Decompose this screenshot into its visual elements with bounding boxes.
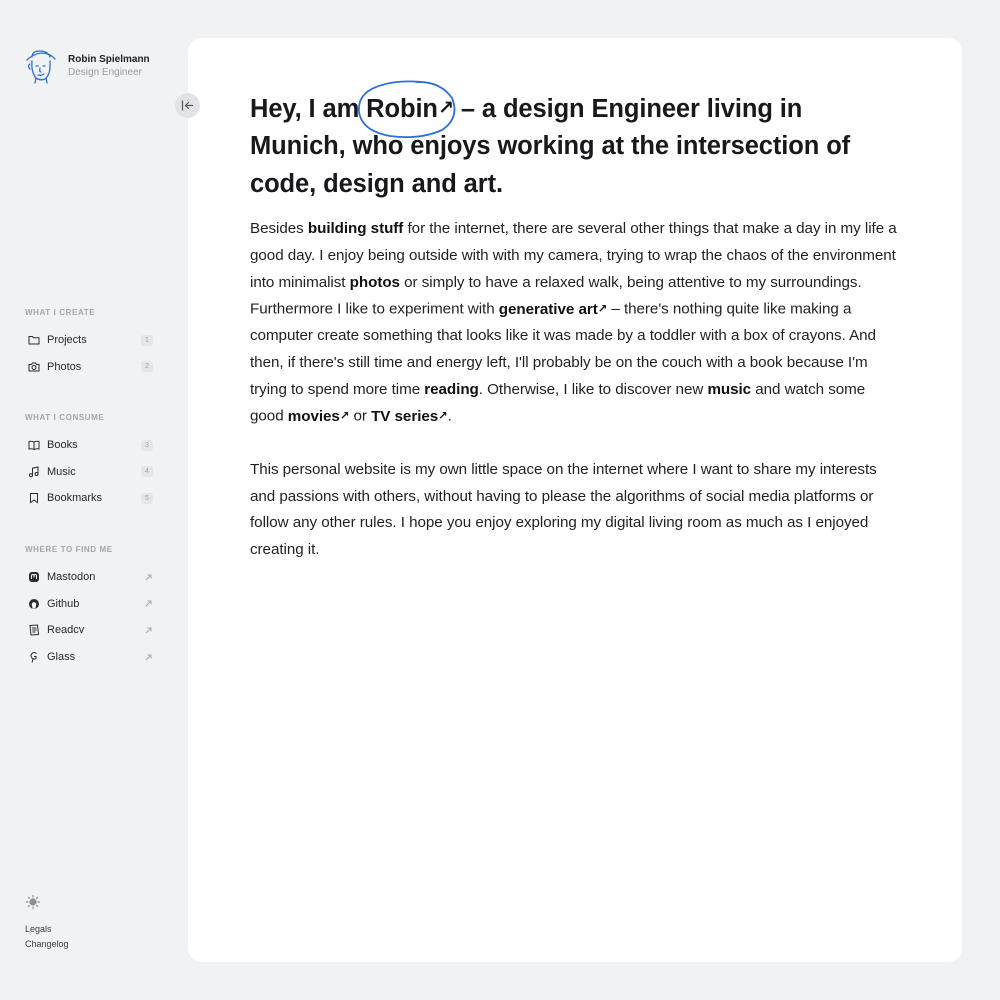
nav-heading-consume: WHAT I CONSUME — [25, 413, 105, 422]
readcv-icon — [28, 624, 40, 636]
text: or simply to have a relaxed walk, being attentive to my surroundings. Furthermore I like to experiment with — [250, 273, 862, 318]
sidebar-item-label: Photos — [47, 360, 82, 373]
nav-heading-create: WHAT I CREATE — [25, 308, 96, 317]
text: . — [447, 407, 452, 425]
profile-name: Robin Spielmann — [68, 54, 150, 65]
sidebar-item-bookmarks[interactable] — [25, 485, 155, 512]
text: – there's nothing quite like making a computer create something that looks like it was made by a toddler with a box of crayons. And then, if there's still time and energy left, I'll probably be on the couch with a book because I'm trying to spend more time — [250, 300, 876, 398]
text: and watch some good — [250, 380, 866, 425]
mastodon-icon — [28, 571, 40, 583]
sidebar-item-label: Github — [47, 597, 80, 610]
hero-intro: Hey, I am — [250, 94, 367, 123]
sidebar-item-projects[interactable] — [25, 327, 155, 354]
external-link-icon — [144, 599, 153, 608]
folder-icon — [28, 334, 40, 346]
sidebar-item-label: Glass — [47, 651, 76, 664]
count-badge: 5 — [141, 493, 153, 504]
highlight-building-stuff: building stuff — [307, 220, 404, 238]
link-movies[interactable] — [288, 408, 350, 425]
hero-rest: – a design Engineer living in Munich, who enjoys working at the intersection of code, design and art. — [250, 94, 851, 198]
collapse-sidebar-button[interactable] — [175, 93, 200, 118]
collapse-left-icon — [181, 100, 194, 111]
sidebar-item-mastodon[interactable] — [25, 564, 155, 591]
count-badge: 4 — [141, 466, 153, 477]
sidebar-item-label: Mastodon — [47, 571, 96, 584]
count-badge: 1 — [141, 335, 153, 346]
sidebar — [0, 0, 187, 1000]
count-badge: 3 — [141, 440, 153, 451]
nav-heading-find: WHERE TO FIND ME — [25, 545, 113, 554]
link-label: generative art — [498, 300, 598, 318]
link-reading[interactable]: reading — [424, 380, 479, 398]
arrow-up-right-icon: ↗ — [437, 98, 454, 119]
sidebar-item-readcv[interactable] — [25, 617, 155, 644]
link-photos[interactable]: photos — [349, 273, 400, 291]
content — [250, 90, 900, 563]
sidebar-footer — [25, 894, 69, 951]
sidebar-item-github[interactable] — [25, 591, 155, 618]
hero-name-link[interactable] — [366, 90, 454, 128]
text: for the internet, there are several other things that make a day in my life a good day. I enjoy being outside with with my camera, trying to wrap the chaos of the environment into minimalist — [250, 220, 897, 291]
external-link-icon — [144, 573, 153, 582]
arrow-up-right-icon: ↗ — [438, 410, 448, 423]
theme-toggle[interactable] — [25, 894, 41, 910]
text: Besides — [250, 220, 308, 238]
sidebar-item-label: Readcv — [47, 624, 85, 637]
sidebar-item-label: Bookmarks — [47, 492, 103, 505]
book-icon — [28, 439, 40, 451]
sidebar-item-label: Books — [47, 439, 78, 452]
nav-section-find — [25, 545, 155, 670]
glass-icon — [28, 651, 40, 663]
hero-heading — [250, 90, 900, 203]
nav-section-consume — [25, 413, 155, 512]
sidebar-item-books[interactable] — [25, 432, 155, 459]
external-link-icon — [144, 626, 153, 635]
text: . Otherwise, I like to discover new — [478, 380, 708, 398]
sidebar-item-glass[interactable] — [25, 644, 155, 671]
external-link-icon — [144, 653, 153, 662]
link-label: TV series — [371, 407, 439, 425]
changelog-link[interactable]: Changelog — [25, 938, 69, 949]
count-badge: 2 — [141, 361, 153, 372]
profile[interactable] — [24, 48, 150, 84]
music-note-icon — [28, 466, 40, 478]
camera-icon — [28, 361, 40, 373]
link-tv-series[interactable] — [371, 408, 448, 425]
link-music[interactable]: music — [707, 380, 752, 398]
link-generative-art[interactable] — [499, 301, 607, 318]
legals-link[interactable]: Legals — [25, 924, 52, 934]
arrow-up-right-icon: ↗ — [339, 410, 350, 423]
nav-section-create — [25, 308, 155, 380]
github-icon — [28, 598, 40, 610]
arrow-up-right-icon: ↗ — [597, 303, 608, 316]
sun-icon — [25, 894, 41, 910]
avatar-icon — [24, 48, 58, 84]
bookmark-icon — [28, 492, 40, 504]
main-content — [188, 38, 962, 962]
link-label: movies — [287, 407, 340, 425]
text: or — [349, 407, 372, 425]
sidebar-item-label: Projects — [47, 334, 87, 347]
sidebar-item-photos[interactable] — [25, 354, 155, 381]
hero-name: Robin — [366, 94, 438, 123]
website-paragraph: This personal website is my own little space on the internet where I want to share my interests and passions with others, without having to please the algorithms of social media platforms or follow any other rules. I hope you enjoy exploring my digital living room as much as I enjoyed creating it. — [250, 461, 877, 558]
intro-paragraph — [250, 216, 900, 430]
sidebar-item-label: Music — [47, 465, 76, 478]
sidebar-item-music[interactable] — [25, 459, 155, 486]
profile-role: Design Engineer — [68, 67, 142, 78]
